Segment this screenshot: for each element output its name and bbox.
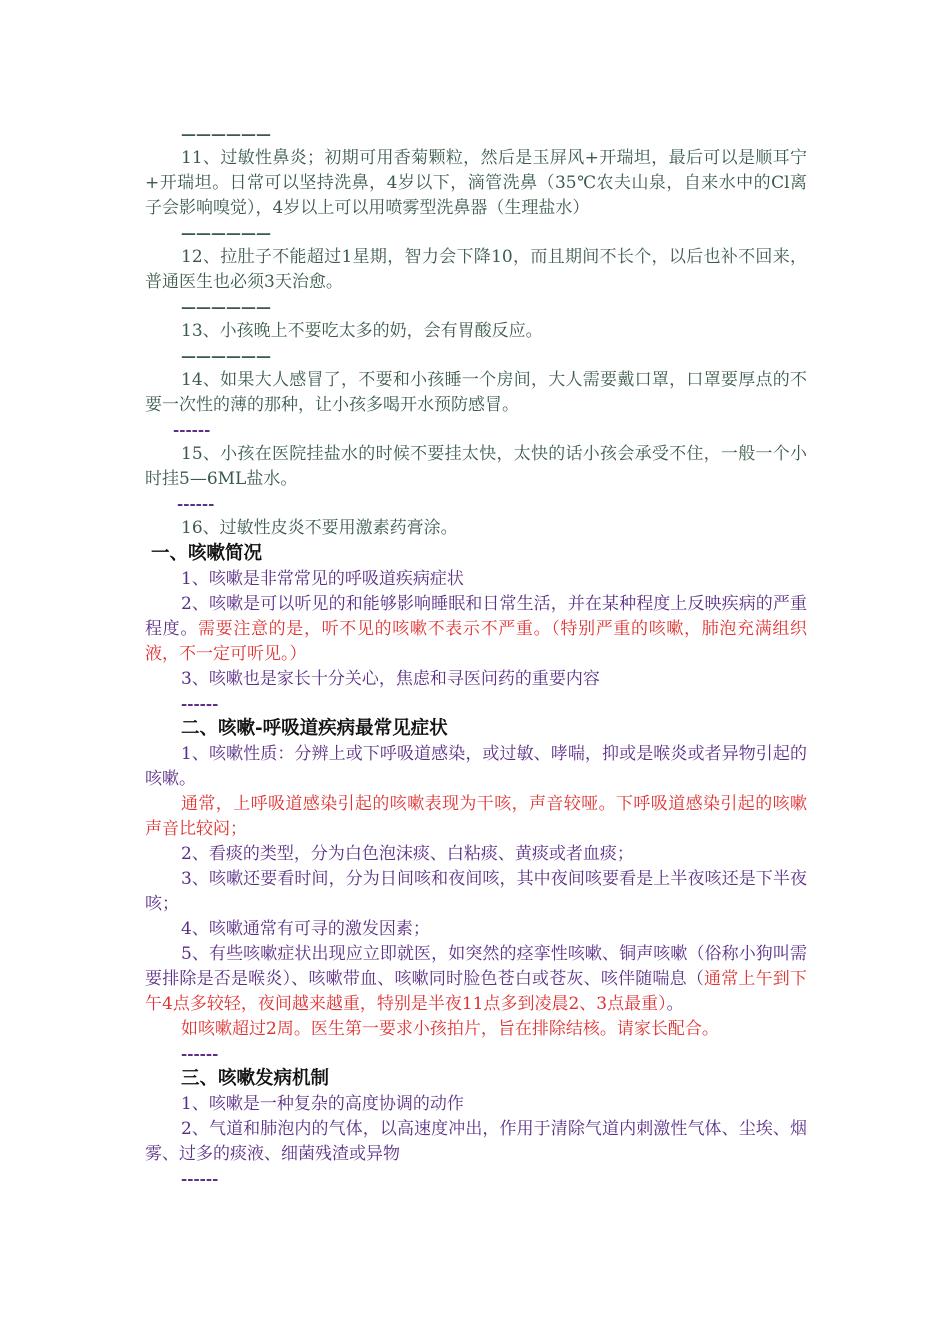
- separator: ------: [177, 495, 215, 513]
- tip-14: 14、如果大人感冒了，不要和小孩睡一个房间，大人需要戴口罩，口罩要厚点的不要一次性的薄的那种，让小孩多喝开水预防感冒。: [145, 370, 807, 415]
- separator: ——————: [181, 347, 271, 365]
- section-1-title: 一、咳嗽简况: [151, 543, 263, 564]
- section-3-item-2: 2、气道和肺泡内的气体，以高速度冲出，作用于清除气道内刺激性气体、尘埃、烟雾、过多的痰液、细菌残渣或异物: [145, 1119, 807, 1164]
- section-1-item-3: 3、咳嗽也是家长十分关心，焦虑和寻医问药的重要内容: [181, 669, 600, 689]
- tip-11: 11、过敏性鼻炎；初期可用香菊颗粒，然后是玉屏风+开瑞坦，最后可以是顺耳宁+开瑞坦。日常可以坚持洗鼻，4岁以下，滴管洗鼻（35℃农夫山泉，自来水中的Cl离子会影响嗅觉），4岁以上可以用喷雾型洗鼻器（生理盐水）: [145, 148, 807, 218]
- tip-16: 16、过敏性皮炎不要用激素药膏涂。: [181, 518, 458, 538]
- section-2-note-1: 通常，上呼吸道感染引起的咳嗽表现为干咳，声音较哑。下呼吸道感染引起的咳嗽声音比较闷；: [145, 794, 807, 839]
- section-2-item-5-end: 。: [666, 994, 684, 1014]
- section-2-item-5: [145, 942, 807, 1017]
- tip-13: 13、小孩晚上不要吃太多的奶，会有胃酸反应。: [181, 321, 543, 341]
- separator: ——————: [181, 298, 271, 316]
- section-2-item-3: 3、咳嗽还要看时间，分为日间咳和夜间咳，其中夜间咳要看是上半夜咳还是下半夜咳；: [145, 869, 807, 914]
- separator: ——————: [181, 224, 271, 242]
- section-2-title: 二、咳嗽-呼吸道疾病最常见症状: [181, 718, 448, 739]
- section-1-item-2-text: 2、咳嗽是可以听见的和能够影响睡眠和日常生活，并在某种程度上反映疾病的严重程度。: [145, 594, 807, 639]
- tip-12: 12、拉肚子不能超过1星期，智力会下降10，而且期间不长个，以后也补不回来，普通医生也必须3天治愈。: [145, 247, 807, 292]
- separator: ------: [181, 1170, 219, 1188]
- section-1-item-2: [145, 592, 807, 667]
- section-2-item-2: 2、看痰的类型，分为白色泡沫痰、白粘痰、黄痰或者血痰；: [181, 844, 634, 864]
- section-1-item-2-note: 需要注意的是，听不见的咳嗽不表示不严重。（特别严重的咳嗽，肺泡充满组织液，不一定可听见。）: [145, 619, 808, 664]
- separator: ——————: [181, 125, 271, 143]
- separator: ------: [181, 695, 219, 713]
- section-3-item-1: 1、咳嗽是一种复杂的高度协调的动作: [181, 1094, 464, 1114]
- section-2-item-1: 1、咳嗽性质：分辨上或下呼吸道感染，或过敏、哮喘，抑或是喉炎或者异物引起的咳嗽。: [145, 744, 807, 789]
- tip-15: 15、小孩在医院挂盐水的时候不要挂太快，太快的话小孩会承受不住，一般一个小时挂5—6ML盐水。: [145, 444, 807, 489]
- separator: ------: [181, 1045, 219, 1063]
- section-2-note-2: 如咳嗽超过2周。医生第一要求小孩拍片，旨在排除结核。请家长配合。: [181, 1019, 719, 1039]
- document-body: [145, 122, 807, 1191]
- section-3-title: 三、咳嗽发病机制: [181, 1068, 330, 1089]
- section-2-item-5-text: 5、有些咳嗽症状出现应立即就医，如突然的痉挛性咳嗽、铜声咳嗽（俗称小狗叫需要排除是否是喉炎）、咳嗽带血、咳嗽同时脸色苍白或苍灰、咳伴随喘息（: [145, 944, 807, 989]
- separator: ------: [173, 421, 211, 439]
- section-2-item-4: 4、咳嗽通常有可寻的激发因素；: [181, 919, 430, 939]
- section-2-item-5-note: 通常上午到下午4点多较轻，夜间越来越重，特别是半夜11点多到凌晨2、3点最重）: [145, 969, 808, 1014]
- section-1-item-1: 1、咳嗽是非常常见的呼吸道疾病症状: [181, 569, 464, 589]
